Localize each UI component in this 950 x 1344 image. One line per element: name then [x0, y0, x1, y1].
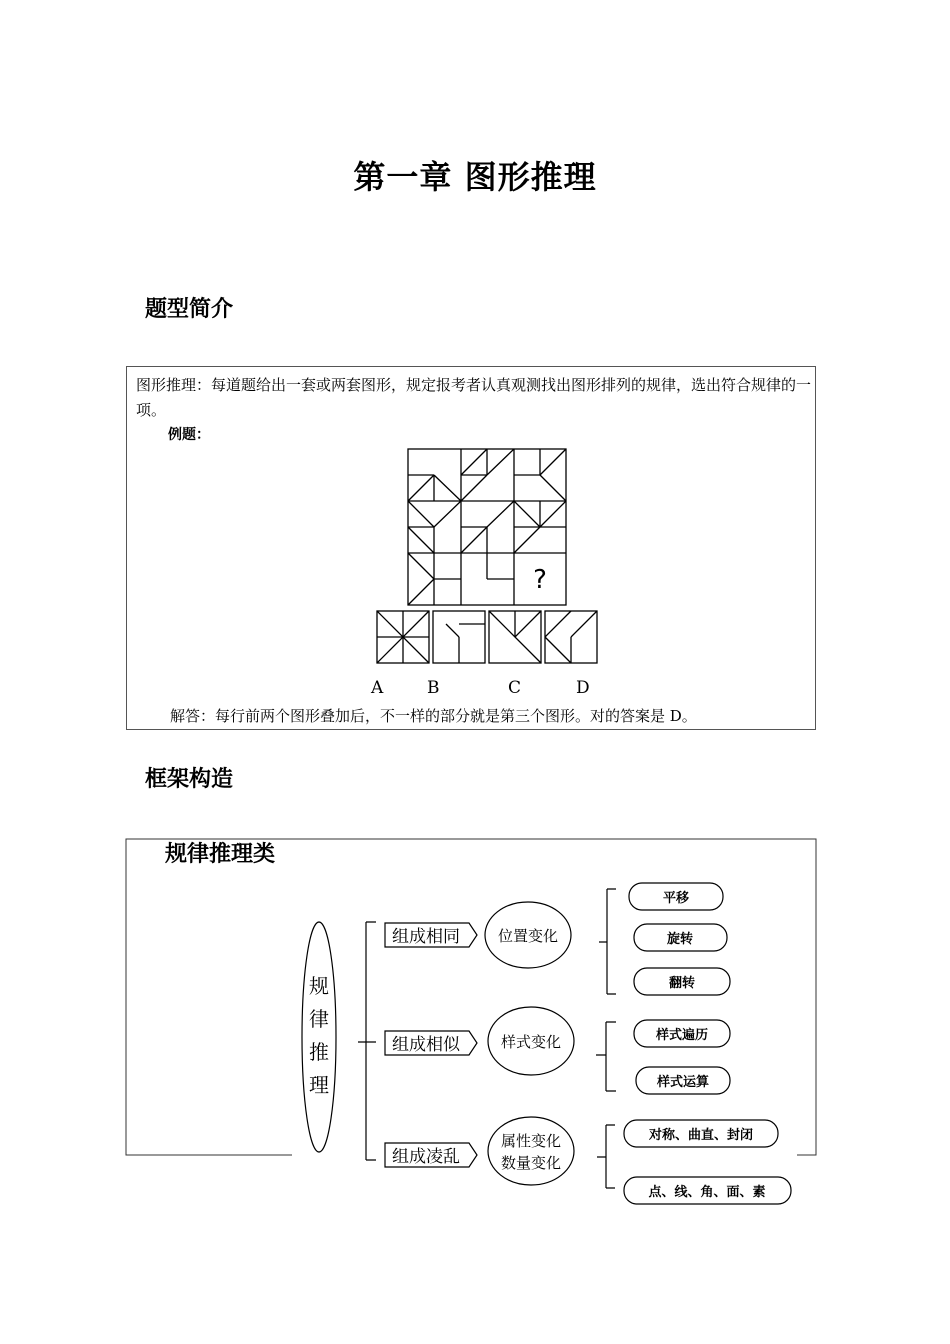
example-label: 例题：: [168, 427, 210, 443]
option-d-label: D: [576, 678, 590, 698]
leaf-label-style-operation: 样式运算: [656, 1075, 710, 1090]
section-heading-framework: 框架构造: [145, 767, 234, 792]
group-label-2: 组成相似: [392, 1035, 460, 1055]
leaf-label-style-traverse: 样式遍历: [655, 1028, 709, 1043]
option-a-label: A: [371, 678, 384, 698]
framework-box: [126, 839, 816, 1155]
intro-text: 图形推理：每道题给出一套或两套图形，规定报考者认真观测找出图形排列的规律，选出符合规律的一项。: [136, 376, 812, 419]
leaf-label-translate: 平移: [662, 891, 690, 906]
change-node-3: [488, 1117, 574, 1185]
leaf-label-symmetry: 对称、曲直、封闭: [648, 1128, 754, 1143]
group-label-3: 组成凌乱: [392, 1147, 460, 1167]
section-heading-intro: 题型简介: [145, 297, 234, 322]
change-label-2: 样式变化: [500, 1033, 562, 1051]
leaf-label-elements: 点、线、角、面、素: [648, 1185, 766, 1200]
group-label-1: 组成相同: [392, 927, 460, 947]
option-b-label: B: [427, 678, 440, 698]
root-char-3: 推: [309, 1040, 329, 1064]
root-node: [302, 922, 336, 1152]
question-mark: ?: [533, 565, 547, 595]
framework-title: 规律推理类: [165, 842, 276, 867]
leaf-label-flip: 翻转: [668, 976, 696, 991]
option-c-label: C: [508, 678, 522, 698]
root-char-4: 理: [309, 1073, 329, 1097]
leaf-label-rotate: 旋转: [666, 932, 694, 947]
answer-text: 解答：每行前两个图形叠加后，不一样的部分就是第三个图形。对的答案是 D。: [170, 707, 697, 725]
change-label-1: 位置变化: [497, 927, 559, 945]
change-label-3b: 数量变化: [500, 1154, 562, 1172]
root-char-1: 规: [309, 974, 329, 998]
chapter-title: 第一章 图形推理: [353, 158, 597, 196]
change-label-3a: 属性变化: [500, 1132, 562, 1150]
root-char-2: 律: [309, 1007, 329, 1031]
